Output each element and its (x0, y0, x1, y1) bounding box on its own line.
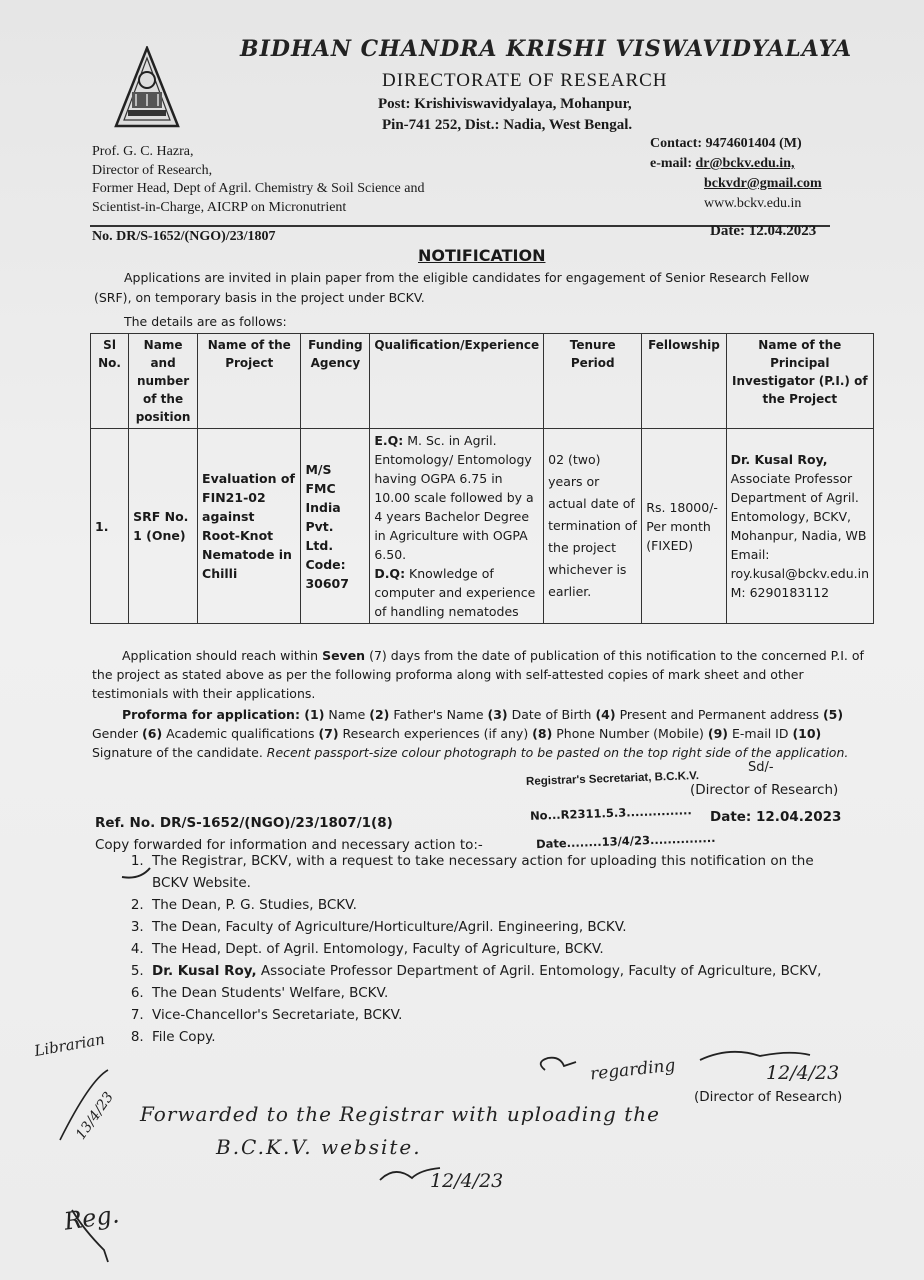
app-text-c: (7) days from the date of publication of this notification to the concerned P.I. of the project as stated above as per the following proforma along with self-attested copies of mark sheet and other testimonials with their applications. (92, 648, 864, 701)
copy-date: Date: 12.04.2023 (710, 809, 842, 825)
header-fellowship: Fellowship (642, 334, 726, 429)
pf-9n: (9) (707, 726, 729, 741)
handwritten-date-a: 13/4/23 (72, 1089, 118, 1143)
pf-6n: (6) (142, 726, 163, 741)
pf-8: Phone Number (Mobile) (552, 726, 708, 741)
list-item: 3. The Dean, Faculty of Agriculture/Horticulture/Agril. Engineering, BCKV. (148, 916, 872, 938)
intro-line-1: Applications are invited in plain paper from the eligible candidates for engagement of Senior Research Fellow (124, 270, 810, 285)
pf-9: E-mail ID (728, 726, 793, 741)
pi-name: Dr. Kusal Roy, (730, 452, 828, 467)
header-agency: Funding Agency (301, 334, 370, 429)
pf-5: Gender (92, 726, 143, 741)
contact-phone: Contact: 9474601404 (M) (650, 136, 802, 151)
registrar-stamp-date: Date........13/4/23............... (535, 830, 716, 852)
list-item: 6. The Dean Students' Welfare, BCKV. (148, 982, 872, 1004)
intro-line-3: The details are as follows: (124, 314, 287, 329)
header-pi: Name of the Principal Investigator (P.I.) of the Project (726, 334, 873, 429)
dq-text: Knowledge of computer and experience of handling nematodes (374, 566, 536, 619)
handwritten-reg: Reg. (62, 1200, 121, 1236)
university-name: BIDHAN CHANDRA KRISHI VISWAVIDYALAYA (240, 36, 853, 62)
bottom-signature-title: (Director of Research) (694, 1089, 843, 1105)
dq-label: D.Q: (374, 566, 406, 581)
eq-label: E.Q: (374, 433, 404, 448)
handwritten-forward-line-1: Forwarded to the Registrar with uploading the (140, 1102, 660, 1126)
handwritten-librarian: Librarian (32, 1029, 107, 1061)
handwritten-date-c: 12/4/23 (430, 1170, 504, 1192)
header-qualification: Qualification/Experience (370, 334, 544, 429)
proforma-label: Proforma for application: (1) (122, 707, 325, 722)
pf-3: Date of Birth (507, 707, 596, 722)
postal-address: Post: Krishiviswavidyalaya, Mohanpur, (378, 96, 632, 112)
pf-4n: (4) (595, 707, 616, 722)
pf-3n: (3) (487, 707, 508, 722)
handwritten-date-b: 12/4/23 (766, 1062, 840, 1084)
handwritten-forward-line-2: B.C.K.V. website. (216, 1135, 422, 1159)
cell-agency: M/S FMC India Pvt. Ltd. Code: 30607 (301, 429, 370, 624)
list-item: 1. The Registrar, BCKV, with a request to take necessary action for uploading this notification on the BCKV Website. (148, 850, 852, 894)
item5-name: Dr. Kusal Roy, (152, 963, 257, 979)
email-link-2[interactable]: bckvdr@gmail.com (704, 176, 822, 191)
cell-sl-no: 1. (91, 429, 129, 624)
sender-scientist: Scientist-in-Charge, AICRP on Micronutrient (92, 200, 347, 215)
pf-10n: (10) (792, 726, 822, 741)
pf-8n: (8) (532, 726, 553, 741)
pf-2: Father's Name (389, 707, 488, 722)
intro-line-2: (SRF), on temporary basis in the project under BCKV. (94, 290, 425, 305)
notification-date: Date: 12.04.2023 (710, 223, 817, 239)
pf-2n: (2) (369, 707, 390, 722)
eq-text: M. Sc. in Agril. Entomology/ Entomology having OGPA 6.75 in 10.00 scale followed by a 4 years Bachelor Degree in Agriculture with OGPA 6.50. (374, 433, 534, 562)
pf-6: Academic qualifications (162, 726, 319, 741)
list-item: 8. File Copy. (148, 1026, 872, 1048)
sender-name: Prof. G. C. Hazra, (92, 144, 194, 159)
app-days: Seven (322, 648, 366, 663)
copy-reference: Ref. No. DR/S-1652/(NGO)/23/1807/1(8) (95, 815, 393, 831)
header-project: Name of the Project (198, 334, 301, 429)
cell-position: SRF No. 1 (One) (129, 429, 198, 624)
sender-designation: Director of Research, (92, 163, 213, 178)
handwritten-regarding: regarding (589, 1055, 677, 1085)
list-item: 4. The Head, Dept. of Agril. Entomology, Faculty of Agriculture, BCKV. (148, 938, 872, 960)
notification-heading: NOTIFICATION (418, 246, 546, 265)
header-sl-no: Sl No. (91, 334, 129, 429)
header-position: Name and number of the position (129, 334, 198, 429)
pin-address: Pin-741 252, Dist.: Nadia, West Bengal. (382, 117, 633, 133)
pf-4: Present and Permanent address (615, 707, 823, 722)
directorate-title: DIRECTORATE OF RESEARCH (382, 70, 668, 91)
pf-10: Signature of the candidate. (92, 745, 267, 760)
pi-details: Associate Professor Department of Agril. Entomology, BCKV, Mohanpur, Nadia, WB Email: roy.kusal@bckv.edu.in M: 6290183112 (730, 471, 870, 600)
photo-instruction: Recent passport-size colour photograph to be pasted on the top right side of the application. (266, 745, 849, 760)
registrar-stamp-no: No...R2311.5.3............... (529, 803, 692, 823)
list-item: 2. The Dean, P. G. Studies, BCKV. (148, 894, 872, 916)
item5-text: Associate Professor Department of Agril. Entomology, Faculty of Agriculture, BCKV, (260, 963, 822, 979)
email-link-1[interactable]: dr@bckv.edu.in, (695, 156, 795, 171)
header-tenure: Tenure Period (544, 334, 642, 429)
pf-7: Research experiences (if any) (338, 726, 533, 741)
pf-1: Name (324, 707, 370, 722)
cell-tenure: 02 (two) years or actual date of termination of the project whichever is earlier. (544, 429, 642, 624)
signature-title: (Director of Research) (690, 782, 839, 798)
app-text-a: Application should reach within (122, 648, 323, 663)
pf-5n: (5) (822, 707, 844, 722)
sender-former: Former Head, Dept of Agril. Chemistry & Soil Science and (92, 181, 425, 196)
reference-number: No. DR/S-1652/(NGO)/23/1807 (92, 229, 276, 244)
registrar-stamp-title: Registrar's Secretariat, B.C.K.V. (525, 769, 700, 789)
pf-7n: (7) (318, 726, 339, 741)
website-link[interactable]: www.bckv.edu.in (704, 196, 802, 211)
email-label: e-mail: (650, 156, 696, 171)
cell-fellowship: Rs. 18000/- Per month (FIXED) (642, 429, 726, 624)
cell-project: Evaluation of FIN21-02 against Root-Knot Nematode in Chilli (198, 429, 301, 624)
list-item: 7. Vice-Chancellor's Secretariate, BCKV. (148, 1004, 872, 1026)
signature-sd: Sd/- (748, 760, 774, 775)
copy-intro: Copy forwarded for information and necessary action to:- (95, 837, 483, 853)
